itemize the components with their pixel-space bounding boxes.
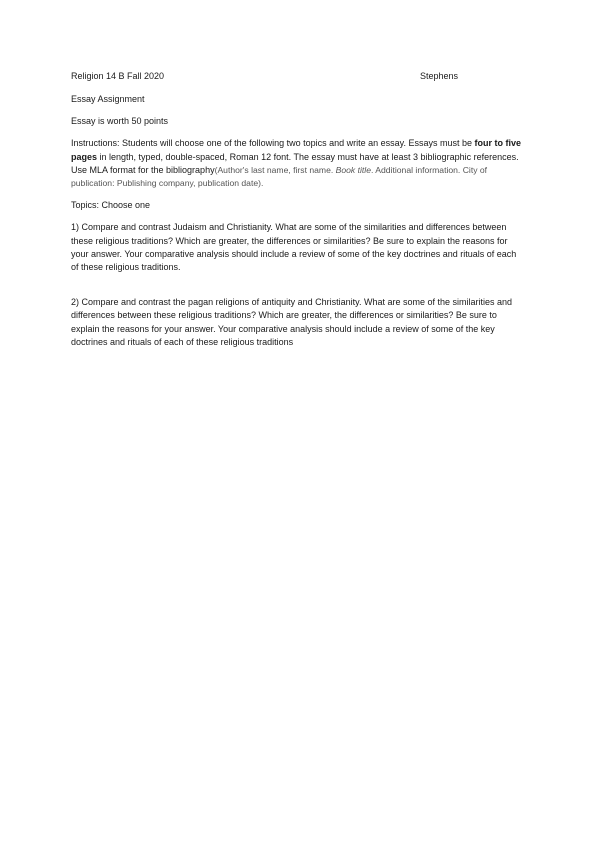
document-header <box>71 70 526 83</box>
topic-1: 1) Compare and contrast Judaism and Christianity. What are some of the similarities and differences between these religious traditions? Which are greater, the differences or similarities? Be sure to explain the reasons for your answer. Your comparative analysis should include a review of some of the key doctrines and rituals of each of these religious traditions. <box>71 222 517 273</box>
instructions-paragraph <box>71 137 526 190</box>
instructions-rest: in length, typed, double-spaced, Roman 12 font. The essay must have at least 3 bibliographic references. Use MLA format for the bibliography <box>71 151 519 175</box>
topics-heading: Topics: Choose one <box>71 200 151 211</box>
instructions-lead: Instructions: Students will choose one of the following two topics and write an essay. Essays must be <box>71 138 475 149</box>
citation-format-title: Book title <box>335 164 371 175</box>
points-line: Essay is worth 50 points <box>71 116 169 127</box>
citation-format-end: . Additional information. City of publication: Publishing company, publication date). <box>71 164 488 189</box>
instructions-page-requirement: four to five pages <box>71 138 522 162</box>
topic-2: 2) Compare and contrast the pagan religions of antiquity and Christianity. What are some of the similarities and differences between these religious traditions? Which are greater, the differences or similarities? Be sure to explain the reasons for your answer. Your comparative analysis should include a review of some of the key doctrines and rituals of each of these religious traditions <box>71 297 513 347</box>
course-title: Religion 14 B Fall 2020 <box>71 71 165 81</box>
assignment-title: Essay Assignment <box>71 94 145 104</box>
instructor-name: Stephens <box>420 71 459 81</box>
citation-format-start: (Author's last name, first name. <box>214 164 336 175</box>
document-body <box>71 70 526 358</box>
topic-spacer <box>71 283 526 296</box>
